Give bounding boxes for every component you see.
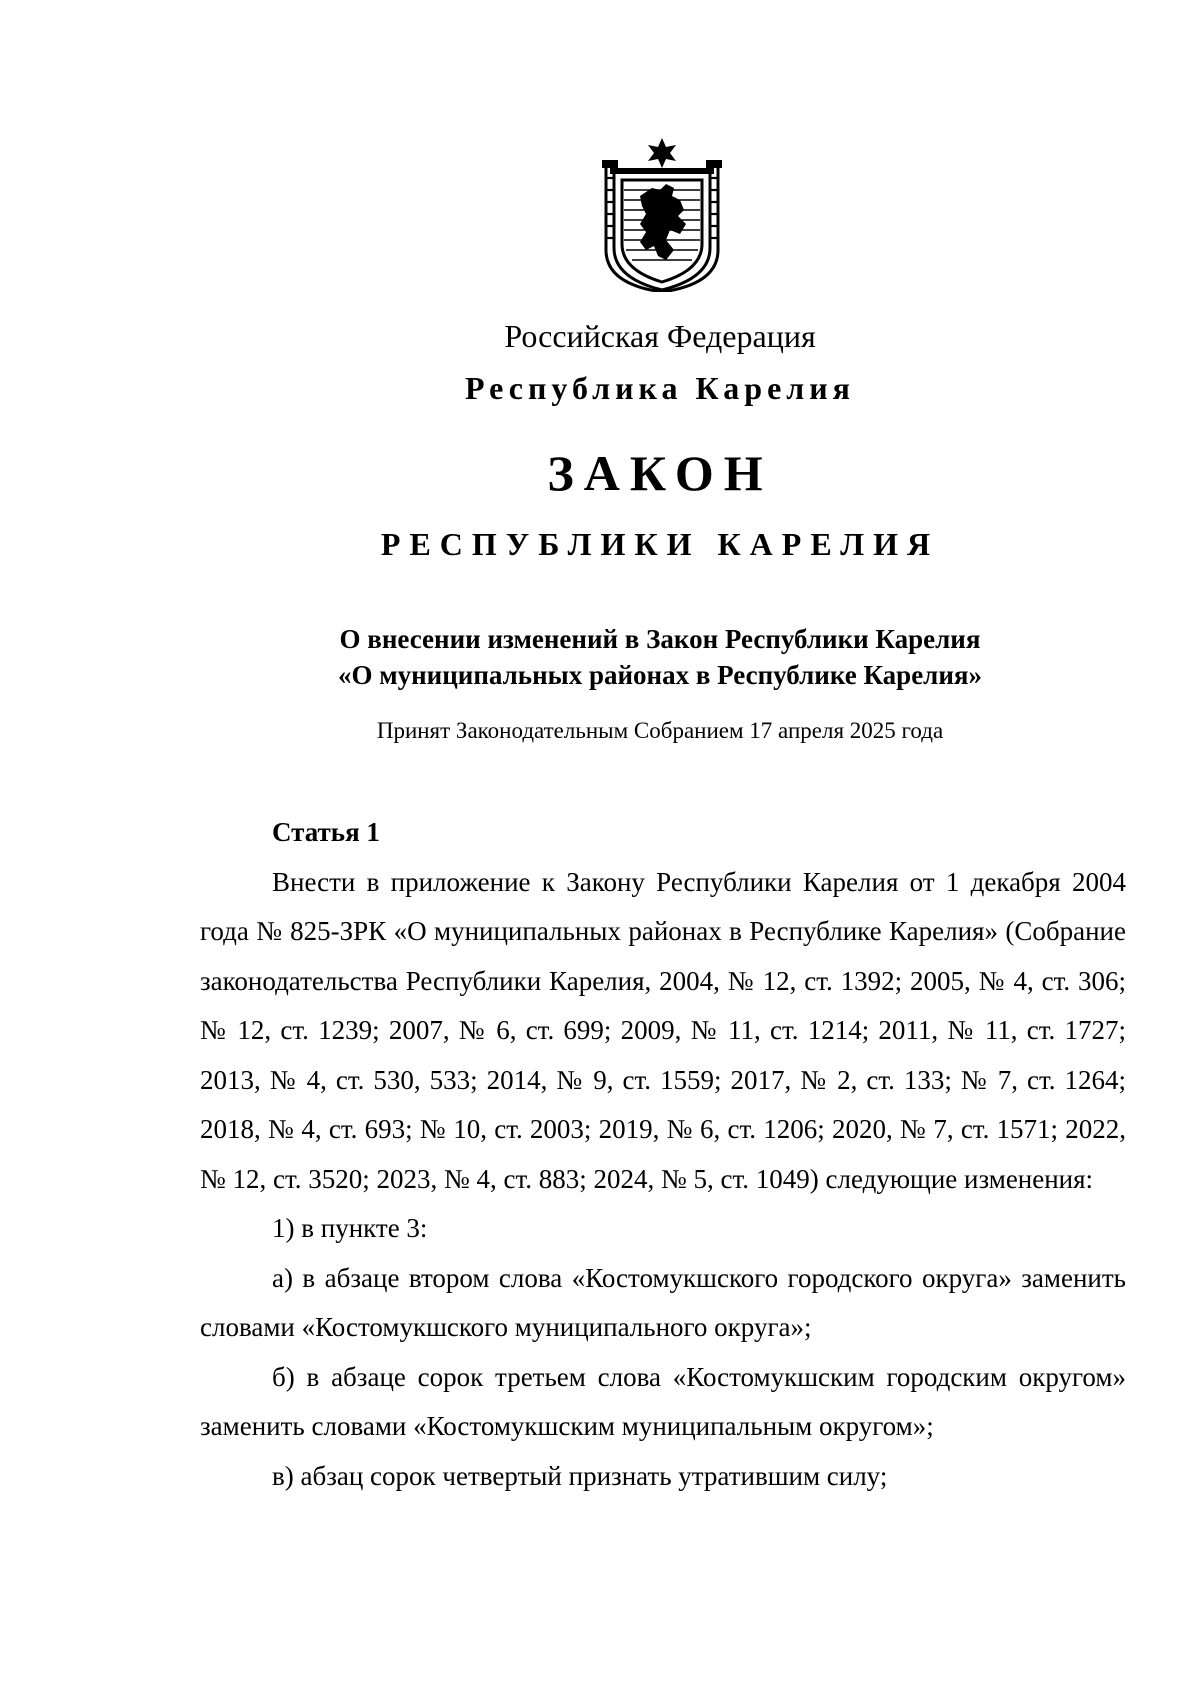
law-title — [0, 621, 1200, 693]
coat-of-arms-icon — [600, 138, 724, 292]
article-heading: Статья 1 — [272, 817, 380, 847]
law-title-line-2: «О муниципальных районах в Республике Карелия» — [337, 660, 982, 690]
subpoint-c: в) абзац сорок четвертый признать утратившим силу; — [272, 1460, 888, 1491]
law-body — [200, 808, 1126, 1501]
republic-name: Республика Карелия — [465, 370, 855, 406]
country-name: Российская Федерация — [504, 318, 816, 354]
subpoint-b: б) в абзаце сорок третьем слова «Костомукшским городским округом» заменить словами «Костомукшским муниципальным округом»; — [200, 1361, 1126, 1441]
subpoint-a: а) в абзаце втором слова «Костомукшского городского округа» заменить словами «Костомукшского муниципального округа»; — [200, 1262, 1126, 1342]
document-type: ЗАКОН — [547, 445, 773, 501]
adoption-note: Принят Законодательным Собранием 17 апреля 2025 года — [376, 718, 944, 743]
document-issuer: РЕСПУБЛИКИ КАРЕЛИЯ — [380, 526, 940, 562]
article-intro-paragraph: Внести в приложение к Закону Республики Карелия от 1 декабря 2004 года № 825-ЗРК «О муниципальных районах в Республике Карелия» (Собрание законодательства Республики Карелия, 2004, № 12, ст. 1392; 2005, № 4, ст. 306; № 12, ст. 1239; 2007, № 6, ст. 699; 2009, № 11, ст. 1214; 2011, № 11, ст. 1727; 2013, № 4, ст. 530, 533; 2014, № 9, ст. 1559; 2017, № 2, ст. 133; № 7, ст. 1264; 2018, № 4, ст. 693; № 10, ст. 2003; 2019, № 6, ст. 1206; 2020, № 7, ст. 1571; 2022, № 12, ст. 3520; 2023, № 4, ст. 883; 2024, № 5, ст. 1049) следующие изменения: — [200, 866, 1126, 1194]
law-title-line-1: О внесении изменений в Закон Республики Карелия — [339, 624, 981, 654]
point-1: 1) в пункте 3: — [272, 1213, 428, 1243]
